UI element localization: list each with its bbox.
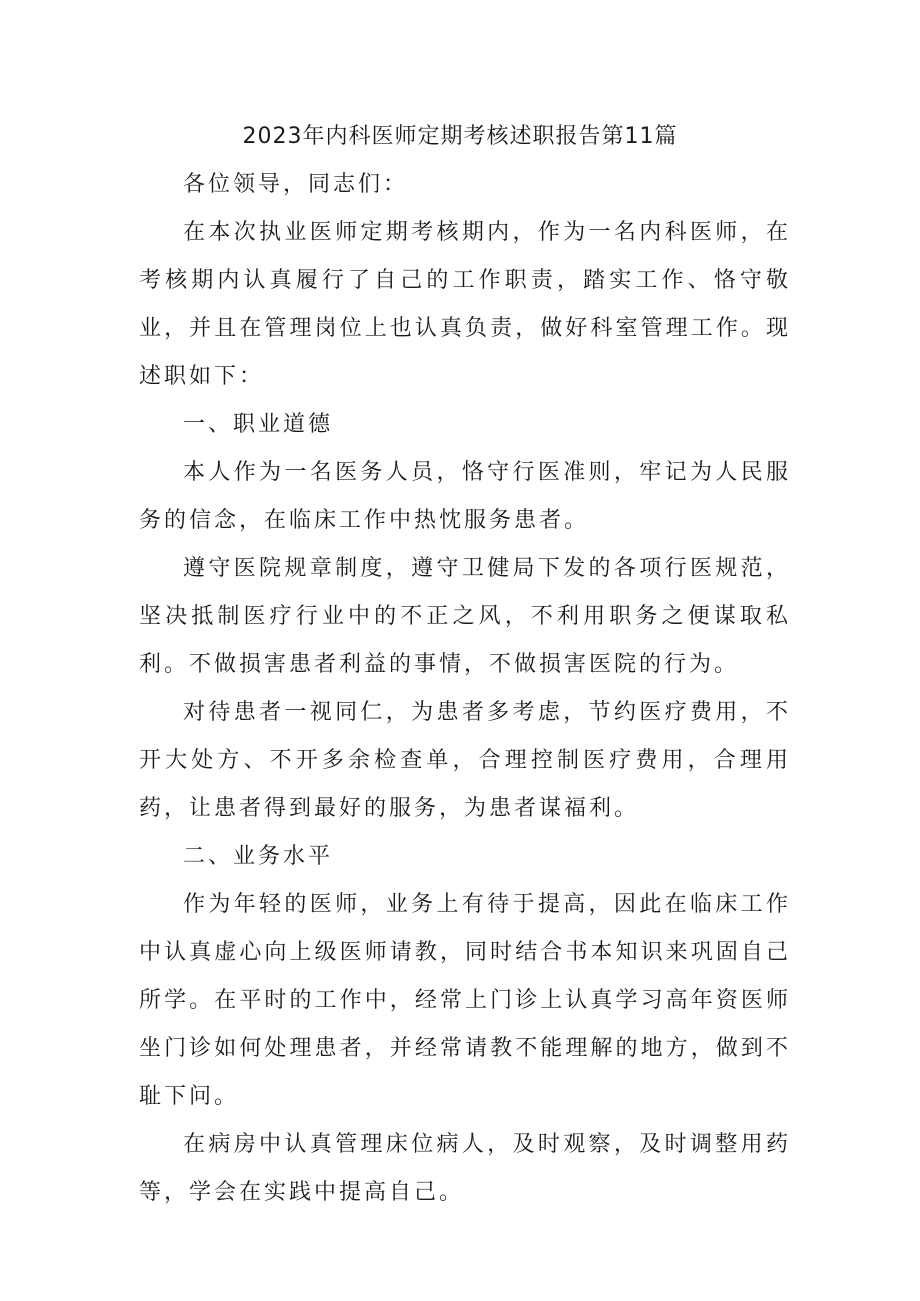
paragraph-ethics-1: 本人作为一名医务人员，恪守行医准则，牢记为人民服务的信念，在临床工作中热忱服务患者。 xyxy=(139,460,791,533)
section-heading-ethics: 一、职业道德 xyxy=(183,412,334,437)
document-title: 2023年内科医师定期考核述职报告第11篇 xyxy=(242,124,678,149)
paragraph-skills-1: 作为年轻的医师，业务上有待于提高，因此在临床工作中认真虚心向上级医师请教，同时结合书本知识来巩固自己所学。在平时的工作中，经常上门诊上认真学习高年资医师坐门诊如何处理患者，并经常请教不能理解的地方，做到不耻下问。 xyxy=(139,892,791,1109)
paragraph-intro: 在本次执业医师定期考核期内，作为一名内科医师，在考核期内认真履行了自己的工作职责，踏实工作、恪守敬业，并且在管理岗位上也认真负责，做好科室管理工作。现述职如下： xyxy=(139,220,791,389)
paragraph-ethics-2: 遵守医院规章制度，遵守卫健局下发的各项行医规范，坚决抵制医疗行业中的不正之风，不利用职务之便谋取私利。不做损害患者利益的事情，不做损害医院的行为。 xyxy=(139,556,791,677)
document-body xyxy=(139,161,791,1217)
paragraph-skills-2: 在病房中认真管理床位病人，及时观察，及时调整用药等，学会在实践中提高自己。 xyxy=(139,1132,791,1205)
section-heading-skills: 二、业务水平 xyxy=(183,844,334,869)
paragraph-ethics-3: 对待患者一视同仁，为患者多考虑，节约医疗费用，不开大处方、不开多余检查单，合理控制医疗费用，合理用药，让患者得到最好的服务，为患者谋福利。 xyxy=(139,700,791,821)
salutation: 各位领导，同志们： xyxy=(183,172,409,197)
